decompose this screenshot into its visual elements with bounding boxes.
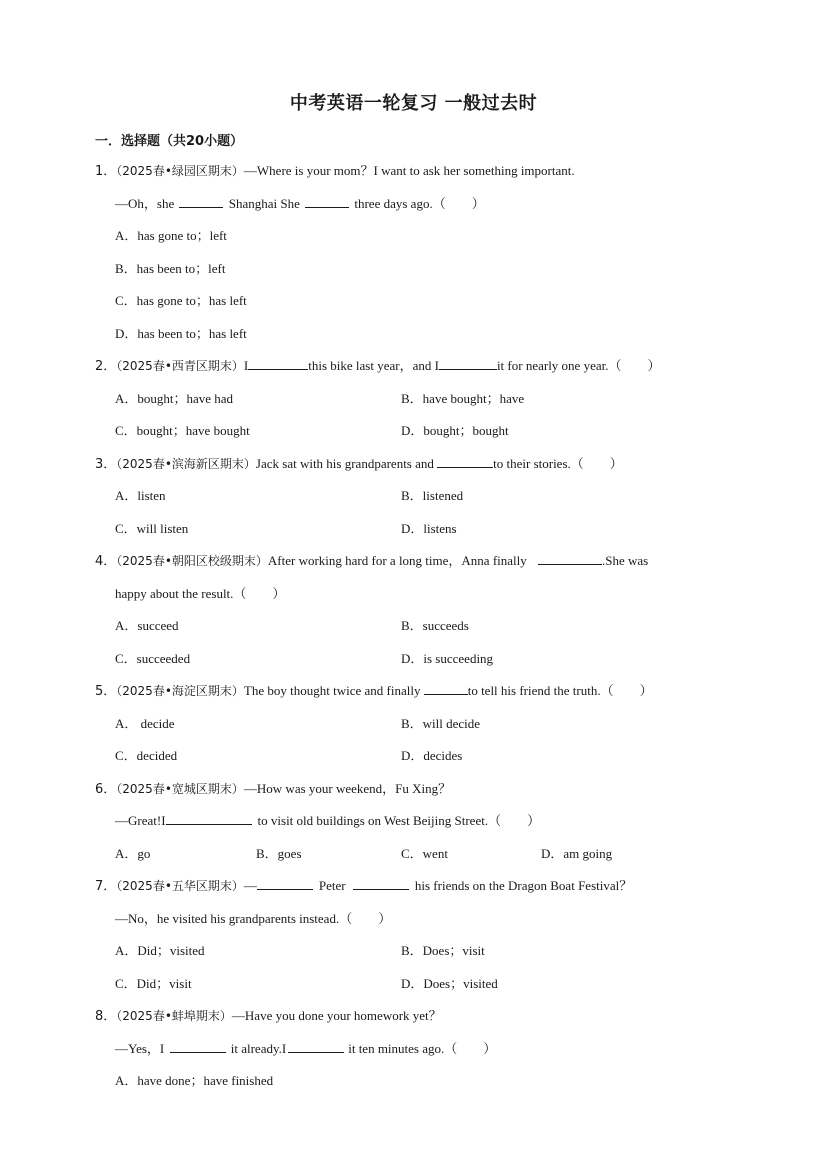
option-c[interactable]: C．has gone to；has left	[115, 293, 247, 308]
question-number: 2．	[95, 359, 117, 374]
option-a[interactable]: A．go	[115, 846, 151, 861]
question-number: 4．	[95, 554, 117, 569]
answer-blank	[538, 552, 602, 565]
answer-blank	[439, 357, 497, 370]
page-title: 中考英语一轮复习 一般过去时	[289, 93, 538, 114]
option-a[interactable]: A．listen	[115, 488, 166, 503]
question-source: （2025春•蚌埠期末）	[116, 1009, 232, 1023]
question-text: I	[243, 358, 249, 373]
answer-blank	[257, 877, 313, 890]
question-text: Shanghai She	[228, 196, 300, 211]
answer-blank	[353, 877, 409, 890]
question-source: （2025春•绿园区期末）	[116, 164, 244, 178]
option-d[interactable]: D．bought；bought	[401, 423, 509, 438]
option-c[interactable]: C．bought；have bought	[115, 423, 250, 438]
question-number: 1．	[95, 164, 117, 179]
question-text: —Great!I	[115, 813, 166, 828]
option-d[interactable]: D．decides	[401, 748, 463, 763]
option-d[interactable]: D．Does；visited	[401, 976, 498, 991]
question-source: （2025春•朝阳区校级期末）	[116, 554, 268, 568]
question-text: —Yes，I	[115, 1041, 165, 1056]
answer-blank	[179, 195, 223, 208]
question-1-line2	[115, 195, 485, 213]
question-8-line2	[115, 1040, 496, 1058]
question-text: three days ago.（ ）	[354, 196, 485, 211]
option-c[interactable]: C．Did；visit	[115, 976, 192, 991]
option-d[interactable]: D．is succeeding	[401, 651, 494, 666]
answer-blank	[170, 1040, 226, 1053]
question-number: 5．	[95, 684, 117, 699]
option-c[interactable]: C．will listen	[115, 521, 189, 536]
option-c[interactable]: C．went	[401, 846, 448, 861]
option-a[interactable]: A． decide	[115, 716, 175, 731]
question-text: Peter	[318, 878, 346, 893]
question-text: —	[243, 878, 257, 893]
option-a[interactable]: A．Did；visited	[115, 943, 205, 958]
question-source: （2025春•滨海新区期末）	[116, 457, 256, 471]
option-b[interactable]: B．goes	[256, 846, 302, 861]
question-text: this bike last year，and I	[308, 358, 439, 373]
question-source: （2025春•海淀区期末）	[116, 684, 244, 698]
question-text: it ten minutes ago.（ ）	[348, 1041, 497, 1056]
question-4-line2: happy about the result.（ ）	[115, 586, 286, 601]
question-6-stem	[95, 780, 451, 799]
question-6-line2	[115, 812, 540, 830]
option-a[interactable]: A．has gone to；left	[115, 228, 227, 243]
answer-blank	[424, 682, 468, 695]
option-c[interactable]: C．succeeded	[115, 651, 191, 666]
answer-blank	[288, 1040, 344, 1053]
answer-blank	[166, 812, 252, 825]
option-b[interactable]: B．have bought；have	[401, 391, 525, 406]
option-b[interactable]: B．listened	[401, 488, 464, 503]
section-heading: 一．选择题（共20小题）	[95, 134, 244, 149]
question-text: After working hard for a long time，Anna finally	[267, 553, 527, 568]
question-1-stem	[95, 162, 575, 181]
option-d[interactable]: D．am going	[541, 846, 613, 861]
option-b[interactable]: B．has been to；left	[115, 261, 226, 276]
option-b[interactable]: B．will decide	[401, 716, 481, 731]
question-text: it already.I	[230, 1041, 287, 1056]
question-8-stem	[95, 1007, 442, 1026]
question-7-stem	[95, 877, 632, 896]
question-text: .She was	[602, 553, 649, 568]
option-b[interactable]: B．succeeds	[401, 618, 469, 633]
question-number: 6．	[95, 782, 117, 797]
option-d[interactable]: D．listens	[401, 521, 457, 536]
question-source: （2025春•宽城区期末）	[116, 782, 244, 796]
question-text: his friends on the Dragon Boat Festival？	[414, 878, 633, 893]
question-2-stem	[95, 357, 660, 376]
question-text: —Oh，she	[115, 196, 175, 211]
option-c[interactable]: C．decided	[115, 748, 178, 763]
question-text: to tell his friend the truth.（ ）	[467, 683, 653, 698]
question-7-line2: —No，he visited his grandparents instead.（ ）	[115, 911, 392, 926]
answer-blank	[305, 195, 349, 208]
question-number: 8．	[95, 1009, 117, 1024]
question-source: （2025春•五华区期末）	[116, 879, 244, 893]
option-a[interactable]: A．succeed	[115, 618, 179, 633]
question-number: 7．	[95, 879, 117, 894]
question-text: it for nearly one year.（ ）	[496, 358, 661, 373]
question-text: to their stories.（ ）	[493, 456, 623, 471]
answer-blank	[437, 455, 493, 468]
option-a[interactable]: A．have done；have finished	[115, 1073, 274, 1088]
question-text: —Have you done your homework yet？	[231, 1008, 442, 1023]
option-d[interactable]: D．has been to；has left	[115, 326, 247, 341]
question-4-stem	[95, 552, 648, 571]
question-number: 3．	[95, 457, 117, 472]
question-text: —Where is your mom？I want to ask her something important.	[243, 163, 575, 178]
question-source: （2025春•西青区期末）	[116, 359, 244, 373]
question-text: Jack sat with his grandparents and	[255, 456, 434, 471]
answer-blank	[248, 357, 308, 370]
option-b[interactable]: B．Does；visit	[401, 943, 485, 958]
question-text: —How was your weekend，Fu Xing？	[243, 781, 452, 796]
question-text: The boy thought twice and finally	[243, 683, 421, 698]
question-text: to visit old buildings on West Beijing Street.（ ）	[257, 813, 541, 828]
option-a[interactable]: A．bought；have had	[115, 391, 234, 406]
question-5-stem	[95, 682, 653, 701]
question-3-stem	[95, 455, 623, 474]
